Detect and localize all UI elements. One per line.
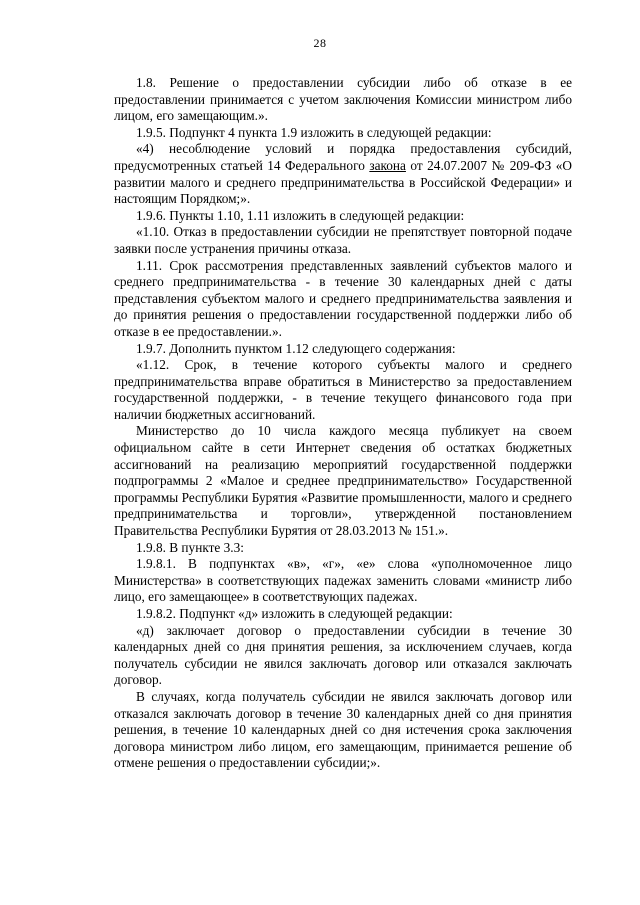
- paragraph-1-9-8-1: 1.9.8.1. В подпунктах «в», «г», «е» слова «уполномоченное лицо Министерства» в соответствующих падежах заменить словами «министр либо лицо, его замещающее» в соответствующих падежах.: [114, 556, 572, 605]
- page-number: 28: [313, 36, 327, 50]
- paragraph-1-9-8: 1.9.8. В пункте 3.3:: [136, 539, 244, 555]
- paragraph-subpoint-4-end: от 24.07.2007 № 209-ФЗ «О развитии малого и среднего предпринимательства в Российской Федерации» и настоящим Порядком;».: [114, 157, 572, 207]
- paragraph-1-10: «1.10. Отказ в предоставлении субсидии не препятствует повторной подаче заявки после устранения причины отказа.: [114, 224, 572, 256]
- paragraph-subpoint-4: [114, 141, 572, 207]
- paragraph-1-9-5: 1.9.5. Подпункт 4 пункта 1.9 изложить в следующей редакции:: [136, 124, 492, 140]
- paragraph-1-11: 1.11. Срок рассмотрения представленных заявлений субъектов малого и среднего предпринимательства - в течение 30 календарных дней с даты представления субъектом малого и среднего предпринимательства заявления и до принятия решения о предоставлении государственной поддержки либо об отказе в ее предоставлении.».: [114, 257, 572, 339]
- federal-law-link[interactable]: закона: [369, 157, 406, 173]
- paragraph-subpoint-d: «д) заключает договор о предоставлении субсидии в течение 30 календарных дней со дня принятия решения, за исключением случаев, когда получатель субсидии не явился заключать договор или отказался заключать договор.: [114, 622, 572, 688]
- paragraph-1-9-6: 1.9.6. Пункты 1.10, 1.11 изложить в следующей редакции:: [136, 207, 465, 223]
- document-body: [114, 75, 572, 772]
- paragraph-ministry-publication: Министерство до 10 числа каждого месяца публикует на своем официальном сайте в сети Интернет сведения об остатках бюджетных ассигнований на реализацию мероприятий государственной поддержки подпрограммы 2 «Малое и среднее предпринимательство» Государственной программы Республики Бурятия «Развитие промышленности, малого и среднего предпринимательства и торговли», утвержденной постановлением Правительства Республики Бурятия от 28.03.2013 № 151.».: [114, 423, 572, 539]
- paragraph-1-9-7: 1.9.7. Дополнить пунктом 1.12 следующего содержания:: [136, 340, 456, 356]
- paragraph-1-12: «1.12. Срок, в течение которого субъекты малого и среднего предпринимательства вправе обратиться в Министерство за предоставлением государственной поддержки, - в течение текущего финансового года при наличии бюджетных ассигнований.: [114, 357, 572, 422]
- paragraph-contract-refusal: В случаях, когда получатель субсидии не явился заключать договор или отказался заключать договор в течение 30 календарных дней со дня принятия решения, в течение 10 календарных дней со дня истечения срока заключения договора министром либо лицом, его замещающим, принимается решение об отмене решения о предоставлении субсидии;».: [114, 688, 572, 771]
- paragraph-1-8: 1.8. Решение о предоставлении субсидии либо об отказе в ее предоставлении принимается с учетом заключения Комиссии министром либо лицом, его замещающим.».: [114, 75, 572, 124]
- paragraph-1-9-8-2: 1.9.8.2. Подпункт «д» изложить в следующей редакции:: [136, 606, 453, 621]
- paragraph-subpoint-4-start: «4) несоблюдение условий и порядка предоставления субсидий, предусмотренных статьей 14 Федерального: [114, 141, 572, 173]
